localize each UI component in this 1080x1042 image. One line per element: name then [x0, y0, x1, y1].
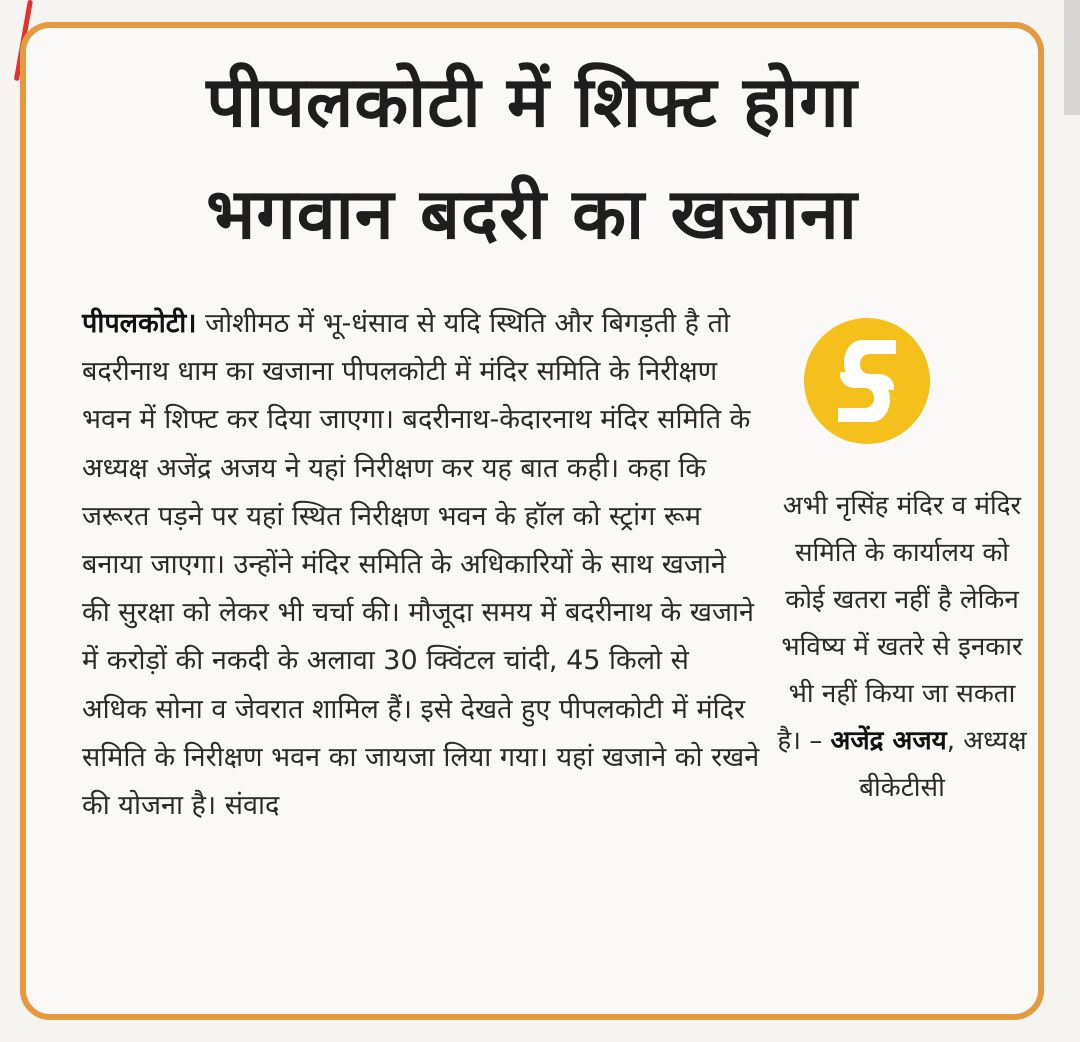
- pull-quote: [774, 483, 1030, 812]
- headline-line-1: पीपलकोटी में शिफ्ट होगा: [206, 61, 858, 143]
- publication-logo-icon: [804, 318, 930, 444]
- headline-line-2: भगवान बदरी का खजाना: [206, 173, 858, 255]
- quote-text: अभी नृसिंह मंदिर व मंदिर समिति के कार्यालय को कोई खतरा नहीं है लेकिन भविष्य में खतरे से इनकार भी नहीं किया जा सकता है। –: [777, 491, 1023, 756]
- quote-designation: , अध्यक्ष बीकेटीसी: [859, 726, 1027, 803]
- dateline: पीपलकोटी।: [82, 308, 197, 339]
- news-clipping: [20, 22, 1044, 1020]
- article-body: [82, 300, 762, 830]
- adjacent-page-edge: [1064, 0, 1080, 115]
- quote-speaker: अजेंद्र अजय: [830, 726, 947, 756]
- headline: [26, 46, 1038, 270]
- body-text: जोशीमठ में भू-धंसाव से यदि स्थिति और बिगड़ती है तो बदरीनाथ धाम का खजाना पीपलकोटी में मंदिर समिति के निरीक्षण भवन में शिफ्ट कर दिया जाएगा। बदरीनाथ-केदारनाथ मंदिर समिति के अध्यक्ष अजेंद्र अजय ने यहां निरीक्षण कर यह बात कही। कहा कि जरूरत पड़ने पर यहां स्थित निरीक्षण भवन के हॉल को स्ट्रांग रूम बनाया जाएगा। उन्होंने मंदिर समिति के अधिकारियों के साथ खजाने की सुरक्षा को लेकर भी चर्चा की। मौजूदा समय में बदरीनाथ के खजाने में करोड़ों की नकदी के अलावा 30 क्विंटल चांदी, 45 किलो से अधिक सोना व जेवरात शामिल हैं। इसे देखते हुए पीपलकोटी में मंदिर समिति के निरीक्षण भवन का जायजा लिया गया। यहां खजाने को रखने की योजना है। संवाद: [82, 308, 760, 822]
